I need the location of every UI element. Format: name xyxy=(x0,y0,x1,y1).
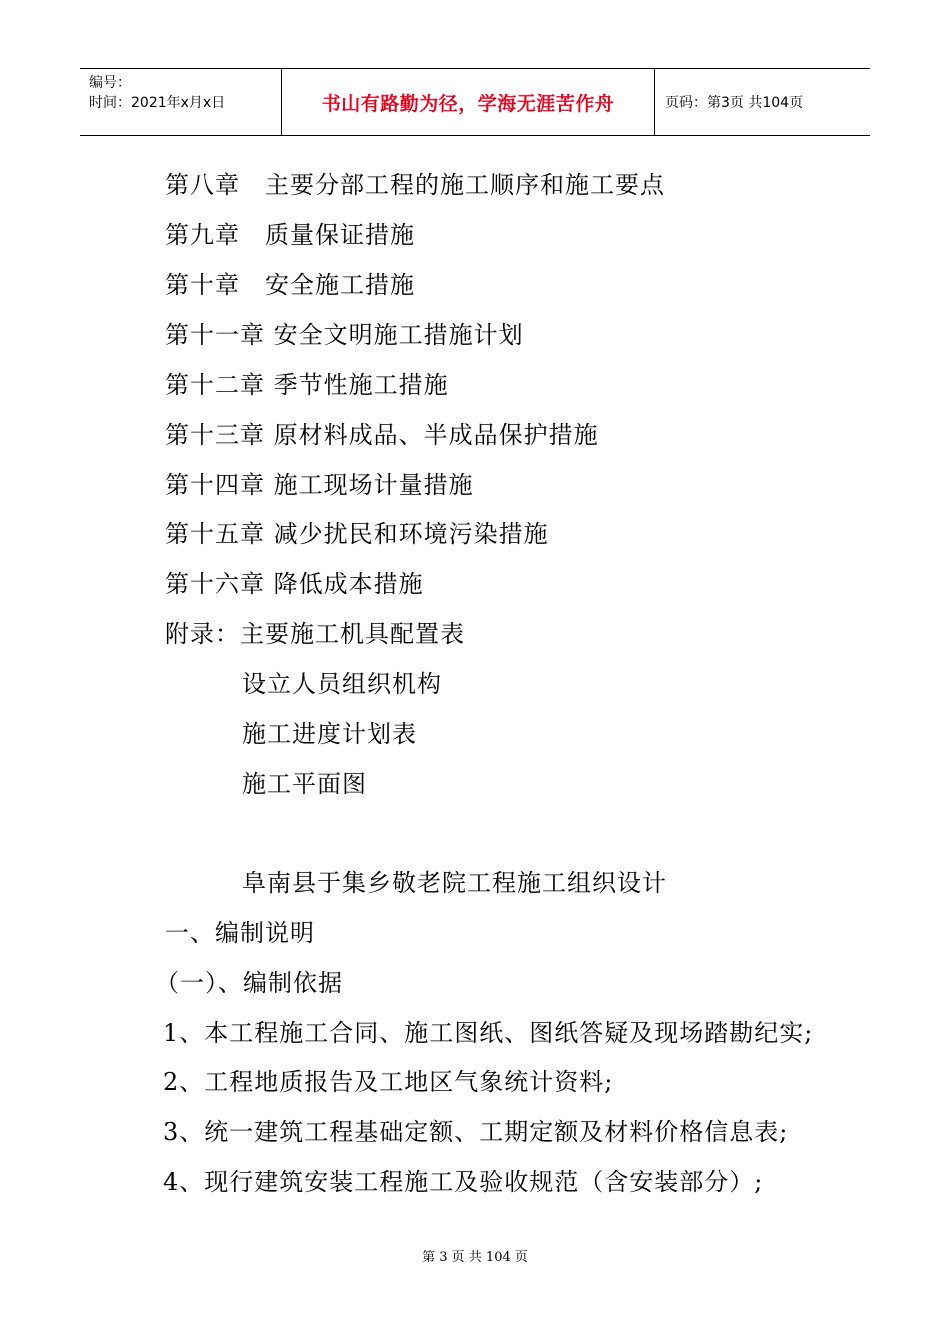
toc-item: 附录：主要施工机具配置表 xyxy=(165,620,465,648)
subsection-heading: （一）、编制依据 xyxy=(155,969,343,997)
section-heading: 一、编制说明 xyxy=(165,919,315,947)
toc-item: 第九章 质量保证措施 xyxy=(165,221,415,249)
time-label: 时间：2021年x月x日 xyxy=(89,95,226,111)
toc-item: 第十三章 原材料成品、半成品保护措施 xyxy=(165,421,599,449)
basis-item: 4、现行建筑安装工程施工及验收规范（含安装部分）; xyxy=(163,1168,764,1196)
page-info: 页码：第3页 共104页 xyxy=(665,95,804,111)
header-meta xyxy=(80,69,282,135)
number-label: 编号： xyxy=(89,75,131,91)
page-header xyxy=(80,68,870,136)
appendix-item: 施工平面图 xyxy=(242,770,367,798)
motto: 书山有路勤为径，学海无涯苦作舟 xyxy=(321,92,615,115)
document-title: 阜南县于集乡敬老院工程施工组织设计 xyxy=(242,869,667,897)
toc-item: 第十章 安全施工措施 xyxy=(165,271,415,299)
basis-item: 2、工程地质报告及工地区气象统计资料; xyxy=(163,1068,614,1096)
header-motto-cell xyxy=(282,69,655,135)
toc-item: 第十五章 减少扰民和环境污染措施 xyxy=(165,520,549,548)
appendix-item: 施工进度计划表 xyxy=(242,720,417,748)
header-page-info-cell xyxy=(655,69,870,135)
page-footer: 第 3 页 共 104 页 xyxy=(422,1250,528,1265)
toc-item: 第十四章 施工现场计量措施 xyxy=(165,471,474,499)
toc-item: 第八章 主要分部工程的施工顺序和施工要点 xyxy=(165,171,665,199)
basis-item: 3、统一建筑工程基础定额、工期定额及材料价格信息表; xyxy=(163,1118,789,1146)
toc-item: 第十一章 安全文明施工措施计划 xyxy=(165,321,524,349)
basis-item: 1、本工程施工合同、施工图纸、图纸答疑及现场踏勘纪实; xyxy=(163,1019,814,1047)
appendix-item: 设立人员组织机构 xyxy=(242,670,442,698)
toc-item: 第十六章 降低成本措施 xyxy=(165,570,424,598)
toc-item: 第十二章 季节性施工措施 xyxy=(165,371,449,399)
